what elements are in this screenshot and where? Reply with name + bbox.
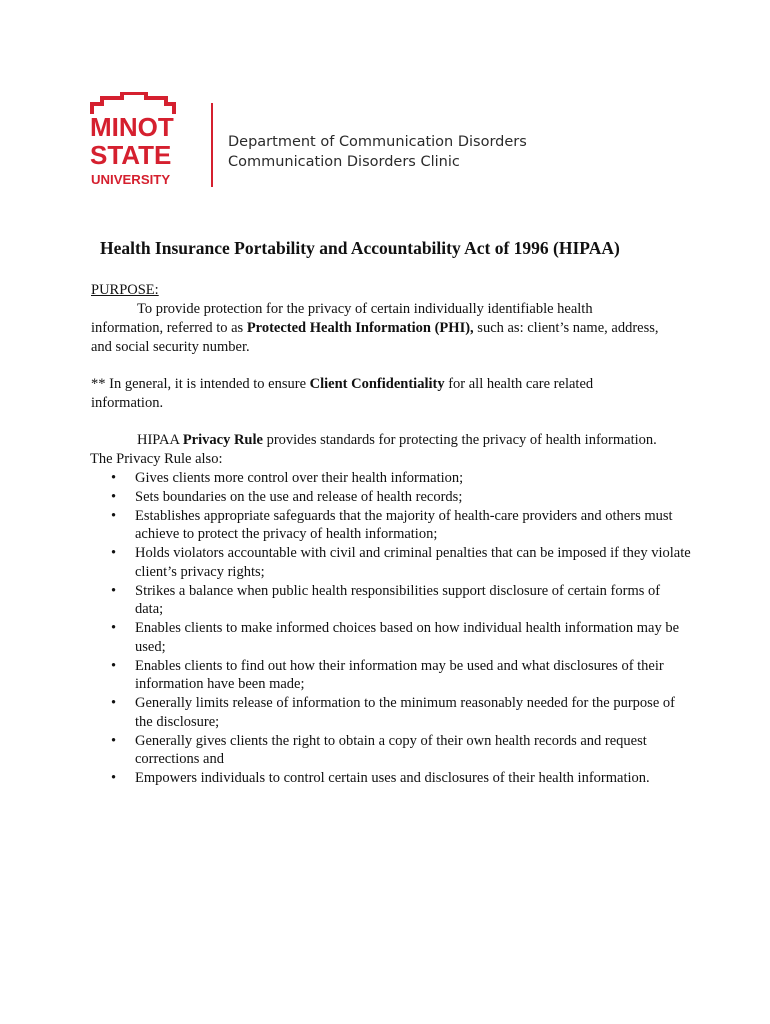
document-title: Health Insurance Portability and Accountability Act of 1996 (HIPAA) [100,238,620,258]
purpose-text-1: To provide protection for the privacy of certain individually identifiable health information, referred to as [91,301,593,336]
purpose-phi-term: Protected Health Information (PHI), [246,320,474,336]
privacy-text-2: provides standards for protecting the privacy of health information. [262,432,657,448]
clinic-name: Communication Disorders Clinic [228,154,460,170]
minot-state-logo [88,92,200,192]
list-item: • Establishes appropriate safeguards that the majority of health-care providers and others must achieve to protect the privacy of health information; [91,507,691,545]
logo-word-state: STATE [90,140,172,170]
list-item: • Holds violators accountable with civil and criminal penalties that can be imposed if they violate client’s privacy rights; [91,544,691,582]
list-item: • Strikes a balance when public health responsibilities support disclosure of certain forms of data; [91,582,691,620]
privacy-rule-term: Privacy Rule [182,432,263,448]
list-item: • Sets boundaries on the use and release of health records; [91,488,691,507]
privacy-rule-list [91,469,691,788]
list-item: • Generally limits release of information to the minimum reasonably needed for the purpose of the disclosure; [91,694,691,732]
list-item: • Enables clients to make informed choices based on how individual health information may be used; [91,619,691,657]
privacy-rule-paragraph [91,431,691,469]
department-name: Department of Communication Disorders [228,134,527,150]
privacy-rule-lead: The Privacy Rule also: [90,451,223,467]
list-item: • Empowers individuals to control certain uses and disclosures of their health information. [91,769,691,788]
privacy-text-1: HIPAA [137,432,183,448]
client-confidentiality-term: Client Confidentiality [309,376,445,392]
purpose-paragraph [91,300,661,357]
list-item: • Gives clients more control over their health information; [91,469,691,488]
castle-logo-icon [88,92,200,192]
list-item: • Generally gives clients the right to obtain a copy of their own health records and request corrections and [91,732,691,770]
purpose-text-2: such as: client’s name, address, and social security number. [91,320,659,355]
department-block [228,132,527,172]
logo-divider [211,103,213,187]
purpose-heading: PURPOSE: [91,282,159,298]
general-text-1: ** In general, it is intended to ensure [91,376,310,392]
general-paragraph [91,375,661,413]
general-text-2: for all health care related information. [91,376,594,411]
logo-word-university: UNIVERSITY [91,172,171,187]
list-item: • Enables clients to find out how their information may be used and what disclosures of their information have been made; [91,657,691,695]
logo-word-minot: MINOT [90,112,174,142]
